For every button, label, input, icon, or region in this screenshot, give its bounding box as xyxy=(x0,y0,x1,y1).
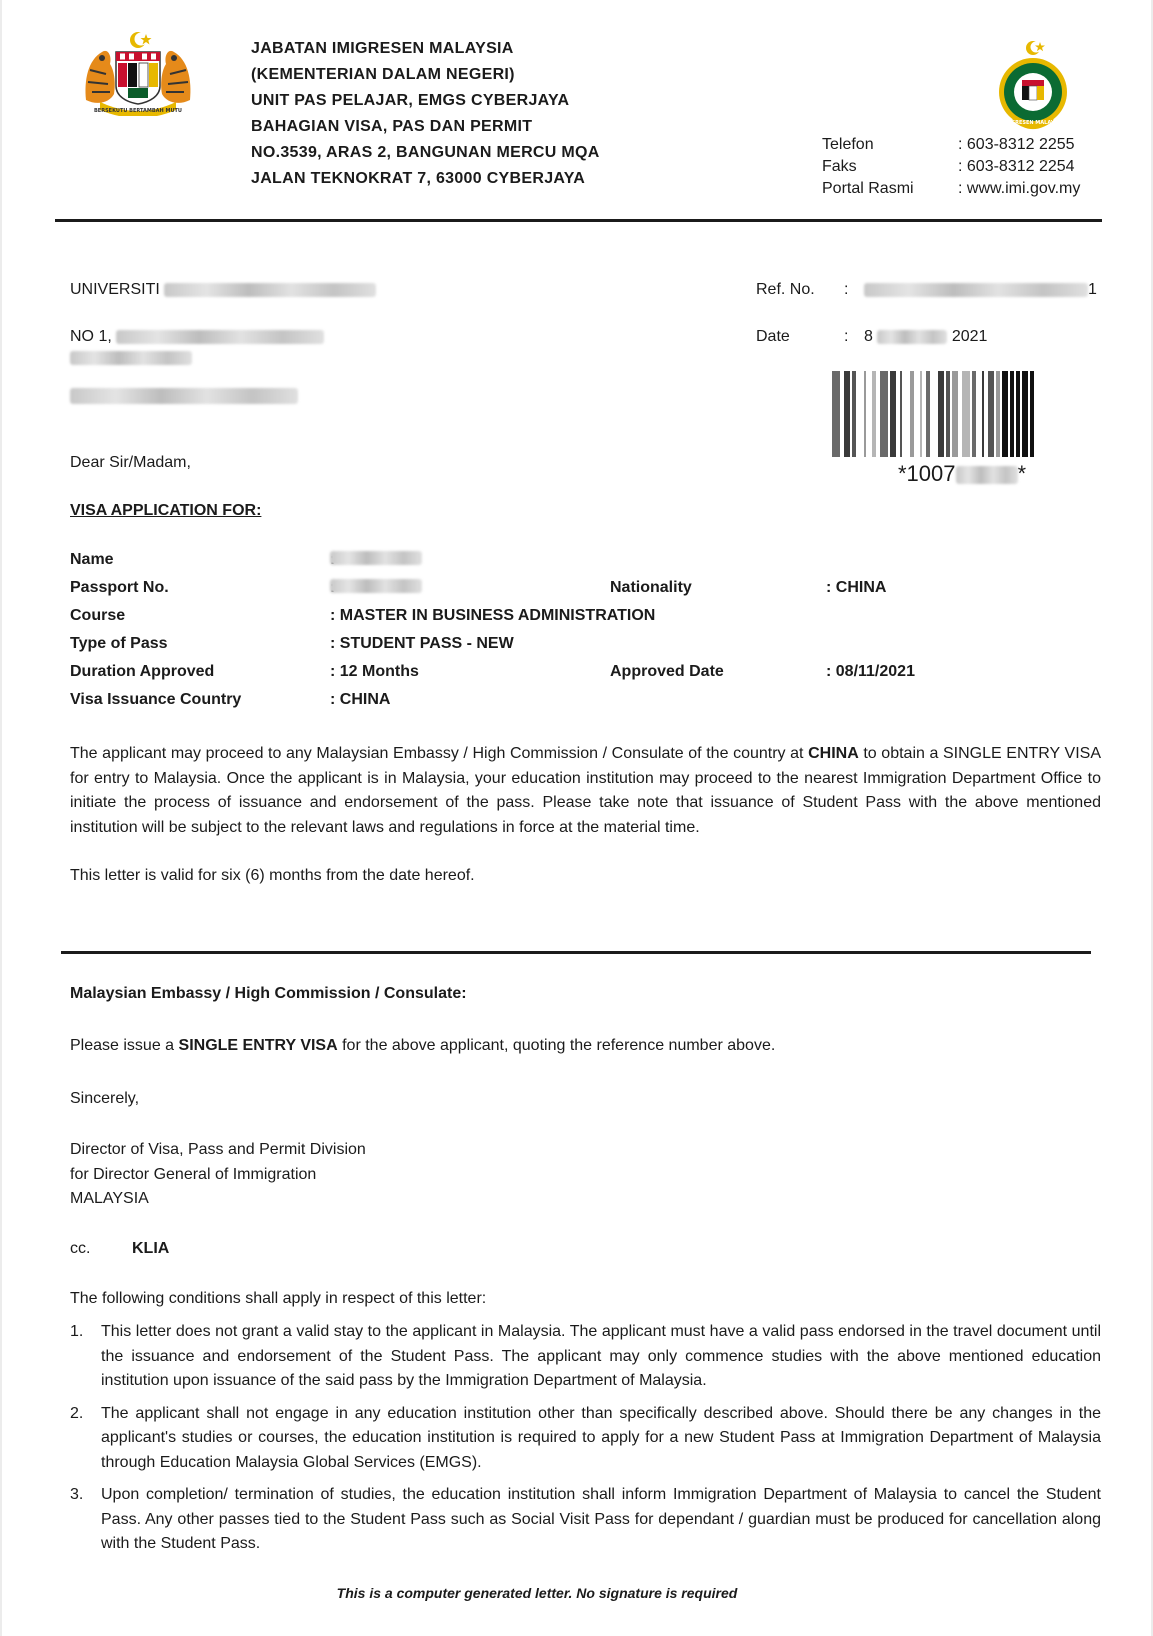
signatory-title: Director of Visa, Pass and Permit Division xyxy=(70,1141,366,1158)
contact-label: Faks xyxy=(822,158,857,175)
embassy-heading: Malaysian Embassy / High Commission / Consulate: xyxy=(70,985,467,1002)
barcode-bar xyxy=(988,371,994,457)
ref-no-value xyxy=(864,279,1097,301)
field-label: Duration Approved xyxy=(70,663,215,680)
barcode-bar xyxy=(832,371,840,457)
validity-paragraph: This letter is valid for six (6) months from the date hereof. xyxy=(70,867,475,884)
condition-item xyxy=(70,1483,1101,1557)
barcode-bar xyxy=(920,371,922,457)
barcode-bar xyxy=(972,371,976,457)
ref-no-separator: : xyxy=(844,281,849,298)
barcode-bar xyxy=(880,371,888,457)
conditions-intro: The following conditions shall apply in respect of this letter: xyxy=(70,1290,487,1307)
barcode-bar xyxy=(962,371,970,457)
agency-line: BAHAGIAN VISA, PAS DAN PERMIT xyxy=(251,118,533,135)
agency-line: NO.3539, ARAS 2, BANGUNAN MERCU MQA xyxy=(251,144,600,161)
coat-of-arms-logo xyxy=(80,30,196,116)
contact-label: Telefon xyxy=(822,136,874,153)
recipient-line-2 xyxy=(70,326,324,348)
closing: Sincerely, xyxy=(70,1090,140,1107)
ref-no-last-digit: 1 xyxy=(1088,281,1097,298)
contact-label: Portal Rasmi xyxy=(822,180,914,197)
contact-value: : www.imi.gov.my xyxy=(958,180,1081,197)
subject-heading: VISA APPLICATION FOR: xyxy=(70,502,262,519)
signature-block xyxy=(70,1138,366,1212)
ref-no-label: Ref. No. xyxy=(756,281,815,298)
section-divider xyxy=(61,951,1091,954)
cc-label: cc. xyxy=(70,1240,91,1257)
cc-value: KLIA xyxy=(132,1240,170,1257)
instruction-paragraph: The applicant may proceed to any Malaysian Embassy / High Commission / Consulate of the country at CHINA to obtain a SINGLE ENTRY VISA for entry to Malaysia. Once the applicant is in Malaysia, your education institution may proceed to the nearest Immigration Department Office to initiate the process of issuance and endorsement of the pass. Please take note that issuance of Student Pass with the above mentioned institution will be subject to the relevant laws and regulations in force at the material time. xyxy=(70,745,1101,836)
redacted-block xyxy=(330,579,422,593)
barcode-bar xyxy=(1016,371,1020,457)
field-value: : 08/11/2021 xyxy=(826,663,915,680)
redacted-block xyxy=(164,283,376,297)
recipient-line-4 xyxy=(70,387,298,405)
barcode-bar xyxy=(1022,371,1028,457)
redacted-block xyxy=(70,388,298,404)
field-label: Nationality xyxy=(610,579,692,596)
barcode-bar xyxy=(864,371,866,457)
visa-type-emphasis: SINGLE ENTRY VISA xyxy=(178,1037,338,1054)
contact-value: : 603-8312 2254 xyxy=(958,158,1075,175)
field-row-name xyxy=(70,551,1070,579)
recipient-street: NO 1, xyxy=(70,328,112,345)
field-value: : STUDENT PASS - NEW xyxy=(330,635,514,652)
barcode-bar xyxy=(1030,371,1034,457)
date-separator: : xyxy=(844,328,849,345)
barcode-bar xyxy=(872,371,876,457)
barcode-bar xyxy=(900,371,902,457)
barcode-bar xyxy=(910,371,914,457)
condition-text: This letter does not grant a valid stay to the applicant in Malaysia. The applicant must have a valid pass endorsed in the travel document until the issuance and endorsement of the Student Pass. The applicant may only commence studies with the above mentioned education institution upon issuance of the said pass by the Immigration Department of Malaysia. xyxy=(101,1323,1101,1389)
redacted-block xyxy=(956,466,1018,484)
condition-number: 3. xyxy=(70,1486,84,1503)
contact-row-portal xyxy=(822,178,1080,200)
field-label: Course xyxy=(70,607,126,624)
salutation: Dear Sir/Madam, xyxy=(70,454,191,471)
agency-line: UNIT PAS PELAJAR, EMGS CYBERJAYA xyxy=(251,92,570,109)
agency-line: JALAN TEKNOKRAT 7, 63000 CYBERJAYA xyxy=(251,170,586,187)
barcode-number xyxy=(898,461,1026,487)
contact-info xyxy=(822,134,1080,200)
condition-text: The applicant shall not engage in any education institution other than specifically described above. Should there be any changes in the applicant's studies or courses, the education institution is required to apply for a new Student Pass at Immigration Department of Malaysia through Education Malaysia Global Services (EMGS). xyxy=(101,1404,1101,1471)
barcode-bar xyxy=(890,371,896,457)
signatory-country: MALAYSIA xyxy=(70,1190,149,1207)
barcode-bar xyxy=(1002,371,1008,457)
barcode-bar xyxy=(926,371,930,457)
field-row-visa-country xyxy=(70,691,1070,719)
date-day: 8 xyxy=(864,328,873,345)
date-value xyxy=(864,326,987,348)
conditions-list xyxy=(70,1320,1101,1565)
field-label: Visa Issuance Country xyxy=(70,691,242,708)
barcode-bars xyxy=(832,371,1034,457)
recipient-line-1 xyxy=(70,279,376,301)
barcode-bar xyxy=(946,371,950,457)
barcode-bar xyxy=(938,371,944,457)
field-value: : 12 Months xyxy=(330,663,419,680)
country-emphasis: CHINA xyxy=(808,745,859,762)
condition-text: Upon completion/ termination of studies, the education institution shall inform Immigration Department of Malaysia to cancel the Student Pass. Any other passes tied to the Student Pass such as Social Visit Pass for dependant / guardian must be produced for cancellation along with the Student Pass. xyxy=(101,1486,1101,1552)
condition-number: 1. xyxy=(70,1323,84,1340)
redacted-block xyxy=(330,551,422,565)
agency-address xyxy=(251,36,600,192)
barcode-bar xyxy=(844,371,850,457)
condition-item xyxy=(70,1402,1101,1476)
date-year: 2021 xyxy=(951,328,988,345)
svg-text:BERSEKUTU BERTAMBAH MUTU: BERSEKUTU BERTAMBAH MUTU xyxy=(94,108,182,114)
field-label: Type of Pass xyxy=(70,635,168,652)
footer-note: This is a computer generated letter. No signature is required xyxy=(336,1585,738,1601)
barcode-bar xyxy=(952,371,958,457)
field-row-course xyxy=(70,607,1070,635)
field-value: : CHINA xyxy=(826,579,887,596)
field-label: Passport No. xyxy=(70,579,169,596)
redacted-block xyxy=(70,351,192,365)
barcode-bar xyxy=(982,371,984,457)
field-value: : CHINA xyxy=(330,691,391,708)
date-label: Date xyxy=(756,328,790,345)
barcode-bar xyxy=(852,371,856,457)
barcode-number-visible: *1007 xyxy=(898,461,956,486)
field-row-passport xyxy=(70,579,1070,607)
barcode-bar xyxy=(996,371,1000,457)
agency-line: (KEMENTERIAN DALAM NEGERI) xyxy=(251,66,515,83)
redacted-block xyxy=(877,330,947,344)
field-row-pass-type xyxy=(70,635,1070,663)
barcode-number-end: * xyxy=(1017,461,1027,486)
embassy-instruction: Please issue a SINGLE ENTRY VISA for the above applicant, quoting the reference number above. xyxy=(70,1037,776,1054)
barcode-bar xyxy=(1010,371,1014,457)
contact-row-phone xyxy=(822,134,1080,156)
field-label: Approved Date xyxy=(610,663,724,680)
field-row-duration xyxy=(70,663,1070,691)
condition-item xyxy=(70,1320,1101,1394)
field-value: : MASTER IN BUSINESS ADMINISTRATION xyxy=(330,607,656,624)
recipient-line-3 xyxy=(70,349,192,367)
agency-line: JABATAN IMIGRESEN MALAYSIA xyxy=(251,40,514,57)
field-label: Name xyxy=(70,551,114,568)
applicant-details xyxy=(70,551,1070,719)
immigration-seal-logo xyxy=(992,38,1074,134)
condition-number: 2. xyxy=(70,1404,84,1422)
header-divider xyxy=(55,219,1102,222)
letter-page xyxy=(2,0,1151,1636)
signatory-title: for Director General of Immigration xyxy=(70,1165,317,1183)
svg-text:IMIGRESEN MALAYSIA: IMIGRESEN MALAYSIA xyxy=(1002,120,1064,126)
barcode xyxy=(832,371,1088,457)
redacted-block xyxy=(864,283,1088,297)
redacted-block xyxy=(116,330,324,344)
contact-value: : 603-8312 2255 xyxy=(958,136,1075,153)
contact-row-fax xyxy=(822,156,1080,178)
recipient-name: UNIVERSITI xyxy=(70,281,160,298)
